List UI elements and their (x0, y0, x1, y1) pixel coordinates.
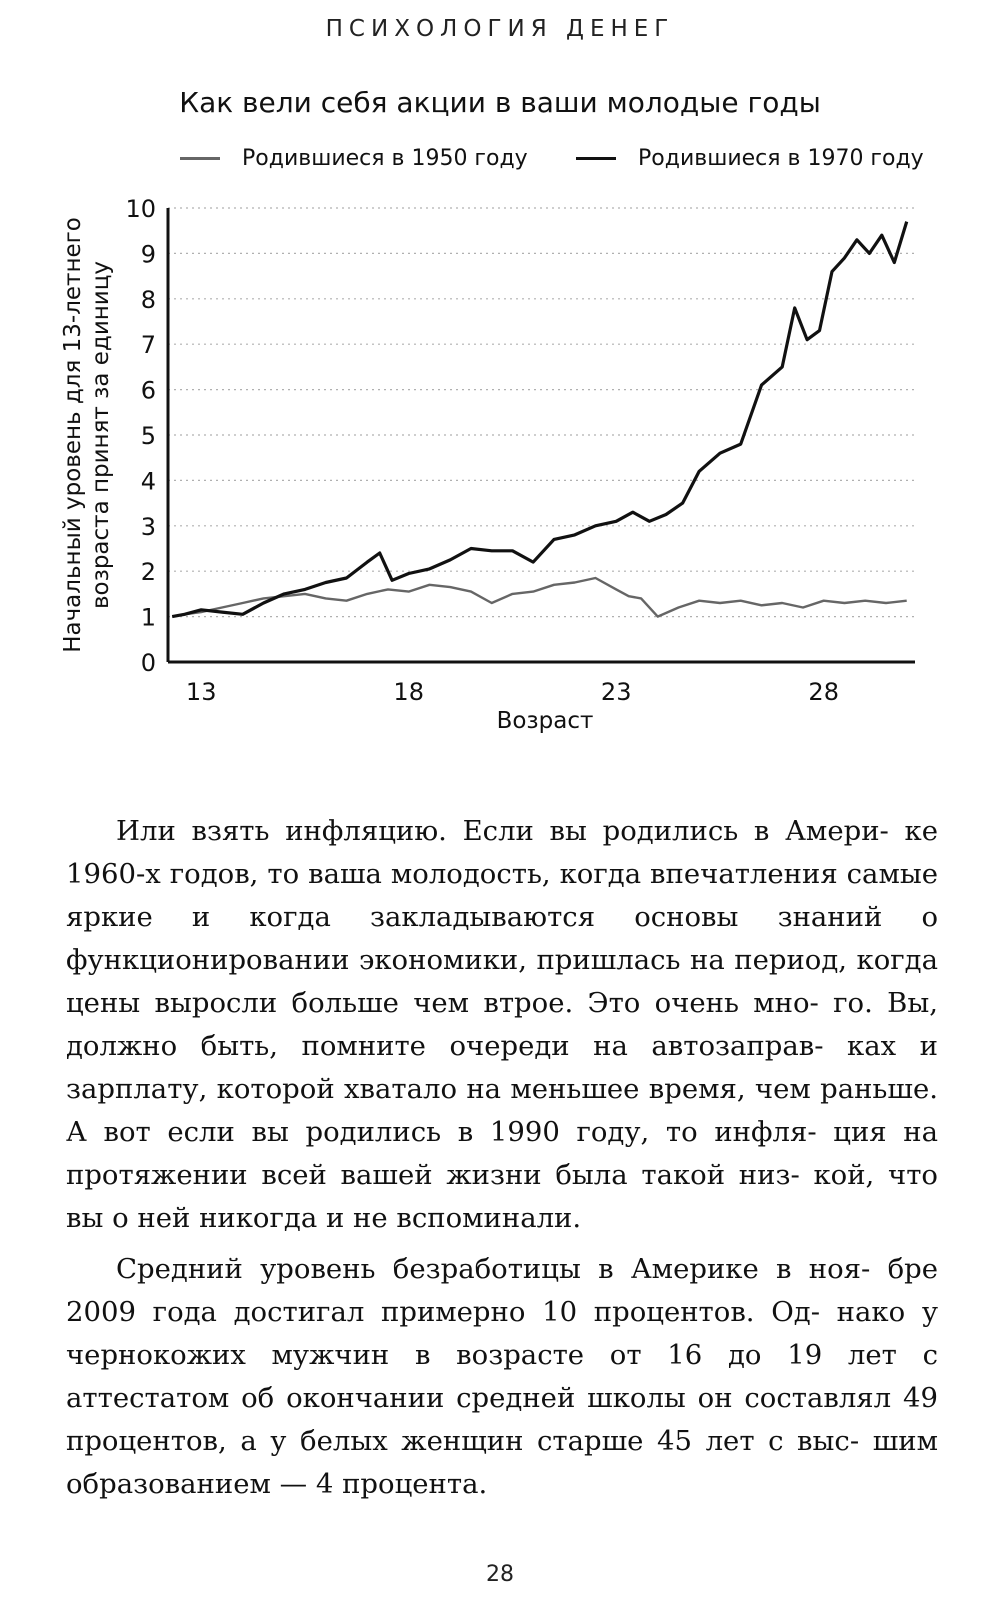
y-tick-label: 3 (140, 512, 156, 541)
text-line: с аттестатом об окончании средней школы он составлял (66, 1339, 938, 1414)
y-tick-label: 4 (140, 467, 156, 496)
y-tick-label: 0 (140, 649, 156, 677)
body-text (66, 810, 938, 1514)
text-line: шим образованием — 4 процента. (66, 1425, 938, 1500)
y-tick-label: 5 (140, 422, 156, 450)
text-line: Средний уровень безработицы в Америке в ноя- (116, 1253, 871, 1285)
series-line-1950 (172, 578, 907, 617)
legend-label-1950: Родившиеся в 1950 году (242, 146, 528, 171)
y-tick-label: 1 (140, 603, 156, 632)
y-tick-label: 8 (140, 285, 156, 314)
text-line: когда цены выросли больше чем втрое. Это очень мно- (66, 944, 938, 1019)
y-tick-label: 6 (140, 376, 156, 405)
series-line-1970 (172, 222, 907, 617)
y-axis-label-line-2: возраста принят за единицу (88, 260, 114, 610)
chart-title: Как вели себя акции в ваши молодые годы (179, 86, 821, 119)
series-lines (172, 222, 907, 617)
y-axis-label-line-1: Начальный уровень для 13-летнего (60, 217, 86, 653)
legend-label-1970: Родившиеся в 1970 году (638, 146, 924, 171)
text-line: кой, что вы о ней никогда и не вспоминали. (66, 1159, 938, 1234)
text-line: Или взять инфляцию. Если вы родились в Амери- (116, 815, 889, 847)
line-chart (0, 0, 1000, 760)
y-tick-label: 2 (140, 558, 156, 587)
text-line: 49 процентов, а у белых женщин старше 45 лет с выс- (66, 1382, 938, 1457)
text-line: ция на протяжении всей вашей жизни была такой низ- (66, 1116, 938, 1191)
tick-labels (125, 195, 839, 706)
y-tick-label: 7 (140, 331, 156, 360)
x-tick-label: 13 (185, 678, 217, 706)
y-tick-label: 10 (125, 195, 156, 223)
x-tick-label: 23 (600, 678, 632, 706)
text-line: ке 1960-х годов, то ваша молодость, когда впечатления (66, 815, 938, 890)
text-line: бре 2009 года достигал примерно 10 процентов. Од- (66, 1253, 938, 1328)
paragraph-1 (66, 810, 938, 1240)
text-line: самые яркие и когда закладываются основы знаний (66, 858, 938, 933)
text-line: го. Вы, должно быть, помните очереди на автозаправ- (66, 987, 938, 1062)
paragraph-2 (66, 1248, 938, 1506)
text-line: раньше. А вот если вы родились в 1990 году, то инфля- (66, 1073, 938, 1148)
text-line: нако у чернокожих мужчин в возрасте от 16 до 19 лет (66, 1296, 938, 1371)
x-tick-label: 28 (808, 678, 839, 706)
text-line: о функционировании экономики, пришлась на период, (66, 901, 938, 976)
x-axis-label: Возраст (496, 708, 594, 734)
x-tick-label: 18 (393, 678, 424, 706)
page-number: 28 (486, 1562, 514, 1587)
y-axis-label (60, 217, 114, 653)
y-tick-label: 9 (140, 240, 156, 269)
running-head: ПСИХОЛОГИЯ ДЕНЕГ (325, 16, 675, 42)
text-line: ках и зарплату, которой хватало на меньшее время, чем (66, 1030, 938, 1105)
